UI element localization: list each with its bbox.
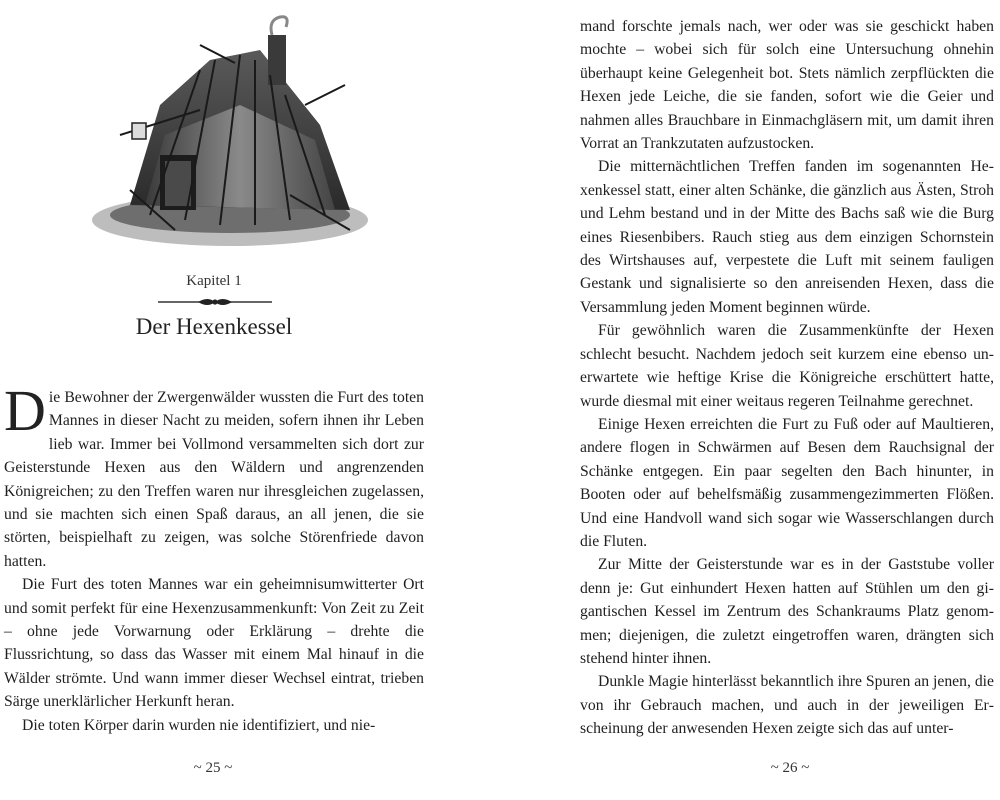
- paragraph: Einige Hexen erreichten die Furt zu Fuß oder auf Maultieren, andere flogen in Schwärmen auf Besen dem Rauchsignal der Schänke entgegen. Ein paar segelten den Bach hinunter, in Booten oder auf behelfsmäßig zusammengezimmerten Flößen. Und eine Handvoll wand sich sogar wie Wasserschlangen durch die Fluten.: [580, 415, 994, 550]
- drop-cap: D: [4, 378, 46, 443]
- paragraph: Für gewöhnlich waren die Zusammenkünfte der Hexen schlecht besucht. Nachdem jedoch seit kurzem eine ebenso unerwartete wie heftige Krise die Königreiche erschüttert hatte, wurde diesmal mit einer weitaus regeren Teilnahme gerechnet.: [580, 322, 994, 410]
- paragraph: Die Bewohner der Zwergenwälder wussten die Furt des toten Mannes in dieser Nacht zu meiden, sofern ihnen ihr Leben lieb war. Immer bei Vollmond versammelten sich dort zur Geisterstunde Hexen aus den Wäldern und angrenzenden Königreichen; zu den Treffen waren nur ihresgleichen zugelassen, und sie machten sich einen Spaß daraus, an all jenen, die sie störten, beispielhaft zu zeigen, was solche Störenfriede davon hatten.: [4, 378, 424, 570]
- page-number: ~ 25 ~: [193, 760, 233, 776]
- chapter-ornament: [158, 296, 272, 308]
- paragraph: Die toten Körper darin wurden nie identifiziert, und nie-: [22, 716, 376, 734]
- paragraph: mand forschte jemals nach, wer oder was sie geschickt haben mochte – wobei sich für solch eine Untersuchung ohnehin überhaupt keine Gelegenheit bot. Stets nämlich zerpflückten die Hexen jede Leiche, die sie fanden, sofort wie die Geier und nahmen alles Brauchbare in Einmachgläsern mit, um damit ihren Vorrat an Trankzutaten aufzustocken.: [580, 18, 994, 153]
- left-body-text: [4, 378, 424, 737]
- page-number: ~ 26 ~: [770, 760, 810, 776]
- paragraph: Zur Mitte der Geisterstunde war es in der Gaststube voller denn je: Gut einhundert Hexen hatten auf Stühlen um den gigantischen Kessel im Zentrum des Schankraums Platz genommen; diejenigen, die zuletzt eingetroffen waren, drängten sich stehend hinter ihnen.: [580, 556, 994, 667]
- paragraph: Die mitternächtlichen Treffen fanden im sogenannten Hexenkessel statt, einer alten Schänke, die gänzlich aus Ästen, Stroh und Lehm bestand und in der Mitte des Bachs saß wie die Burg eines Riesenbibers. Rauch stieg aus dem einzigen Schornstein des Wirtshauses auf, verpestete die Luft mit seinem fauligen Gestank und signalisierte so den anreisenden Hexen, dass die Versammlung jeden Moment beginnen würde.: [580, 158, 994, 316]
- witch-tavern-illustration: [90, 15, 370, 255]
- left-page: [0, 0, 440, 800]
- paragraph: Dunkle Magie hinterlässt bekanntlich ihre Spuren an jenen, die von ihr Gebrauch machen, und auch in der jeweiligen Erscheinung der anwesenden Hexen zeigte sich das auf unter-: [580, 673, 994, 738]
- paragraph: Die Furt des toten Mannes war ein geheimnisumwitterter Ort und somit perfekt für eine Hexenzusammenkunft: Von Zeit zu Zeit – ohne jede Vorwarnung oder Erklärung – drehte die Flussrichtung, so dass das Wasser mit einem Mal hinauf in die Wälder strömte. Und wann immer dieser Wechsel eintrat, trieben Särge unerklärlicher Herkunft heran.: [4, 576, 424, 711]
- right-page: [575, 0, 1000, 800]
- chapter-label: Kapitel 1: [186, 273, 242, 289]
- right-body-text: [580, 15, 994, 741]
- chapter-title: Der Hexenkessel: [135, 314, 293, 339]
